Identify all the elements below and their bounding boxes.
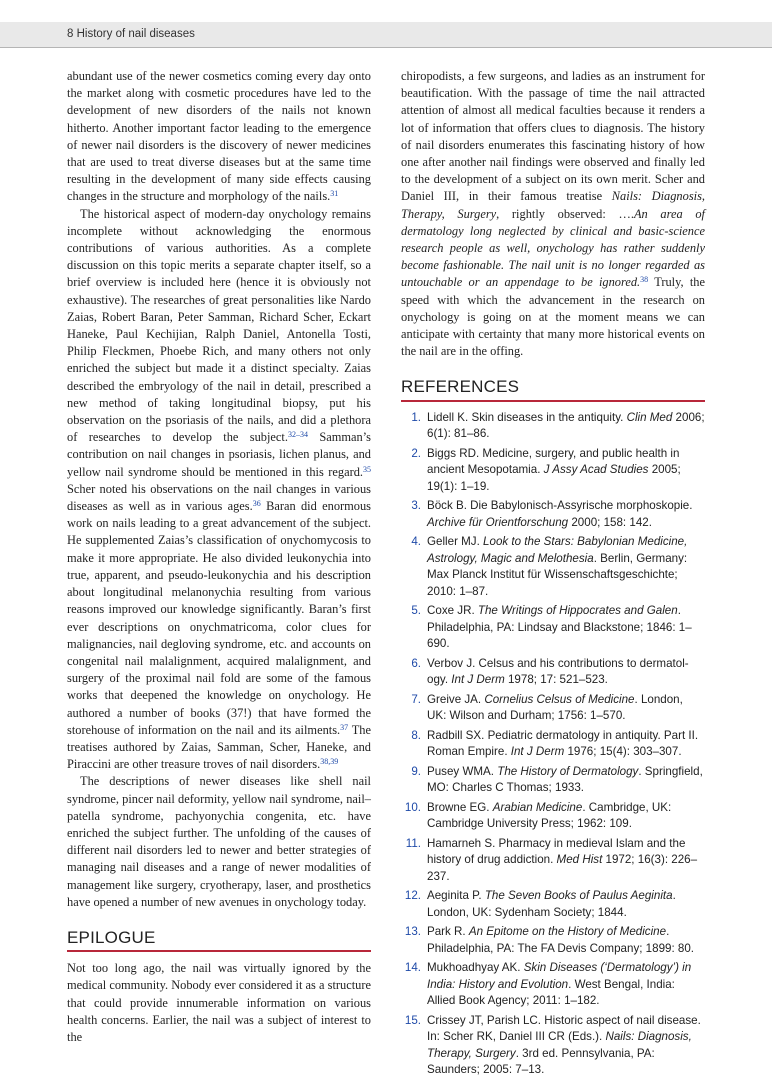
reference-number: 2. [411,446,421,460]
reference-item [401,498,705,531]
reference-text: Browne EG. [427,800,493,814]
reference-item [401,924,705,957]
reference-details: . Philadelphia, PA: Lindsay and Blackstone; 1846: 1–690. [427,604,692,651]
reference-title: J Assy Acad Studies [543,463,649,477]
epilogue-heading: EPILOGUE [67,929,371,952]
citation[interactable]: 38 [640,275,649,285]
reference-number: 6. [411,656,421,670]
running-head: 8 History of nail diseases [67,28,195,40]
reference-text: Crissey JT, Parish LC. Historic aspect of nail disease. In: Scher RK, Daniel III CR (Eds.). [427,1013,701,1044]
paragraph-newer-diseases: The descriptions of newer diseases like shell nail syndrome, pincer nail deformity, yellow nail syndrome, nail–patella syndrome, pachyonychia congenita, etc. have enriched the subject further. The unfolding of the causes of different nail disorders led to newer and better strategies of managing nail diseases and a range of newer modalities of management like surgery, cryotherapy, laser, and prosthetics have opened a number of new avenues in onychology today. [67,774,371,909]
reference-item [401,888,705,921]
reference-number: 11. [405,836,421,850]
reference-item [401,603,705,653]
citation[interactable]: 38,39 [320,757,339,767]
reference-text: Böck B. Die Babylonisch-Assyrische morphoskopie. [427,499,693,513]
reference-text: Greive JA. [427,692,485,706]
reference-text: Aeginita P. [427,889,485,903]
reference-item [401,728,705,761]
reference-details: . Cambridge, UK: Cambridge University Press; 1962: 109. [427,800,672,831]
paragraph-cosmetics: abundant use of the newer cosmetics coming every day onto the market along with cosmetic procedures have led to the development of new disorders of the nails not known hitherto. Another important factor leading to the emergence of newer nail disorders is the discovery of newer medicines that are used to treat diverse diseases but at the same time resulting in the development of many side effects causing changes in the structure and morphology of the nails.$^{31}$ [67,69,371,204]
reference-text: Mukhoadhyay AK. [427,961,524,975]
reference-item [401,764,705,797]
reference-item [401,692,705,725]
treatise-title: Nails: Diagnosis, Therapy, Surgery [401,189,706,221]
reference-item [401,534,705,600]
paragraph-epilogue: Not too long ago, the nail was virtually ignored by the medical community. Nobody ever considered it as a structure that could provide innumerable information on various health concerns. Earlier, the nail was a subject of interest to the [67,961,371,1044]
reference-number: 9. [411,764,421,778]
reference-item [401,800,705,833]
reference-item [401,836,705,886]
reference-number: 1. [411,410,421,424]
reference-title: Look to the Stars: Babylonian Medicine, Astrology, Magic and Melothesia [427,535,688,565]
reference-number: 7. [411,692,421,706]
reference-number: 10. [404,800,421,814]
reference-text: Hamarneh S. Pharmacy in medieval Islam and the history of drug addiction. [427,836,686,867]
header-divider [0,47,772,48]
citation[interactable]: 31 [330,189,339,199]
reference-number: 5. [411,604,421,618]
reference-text: Biggs RD. Medicine, surgery, and public health in ancient Mesopotamia. [427,446,680,477]
reference-title: Skin Diseases (‘Dermatology’) in India: History and Evolution [427,961,692,991]
paragraph-continuation: chiropodists, a few surgeons, and ladies as an instrument for beautification. With the passage of time the nail attracted attention of almost all medical faculties because it renders a lot of information that offers clues to diagnosis. The history of nail disorders enumerates this fascinating history of how one after another nail findings were observed and finally led to the development of a subject on its own merit. Scher and Daniel III, in their famous treatise Nails: Diagnosis, Therapy, Surgery, rightly observed: ….An area of dermatology long neglected by clinical and basic-science research people as well, onychology has rather suddenly become fashionable. The nail unit is no longer regarded as untouchable or an appendage to be ignored.$^{38}$ Truly, the speed with which the advancement in the research on onychology is going on at the moment means we can anticipate with certainty that many more historical events on the nail are in the offing. [401,69,706,359]
citation[interactable]: 32–34 [287,430,308,440]
citation[interactable]: 35 [363,464,371,474]
reference-details: . London, UK: Sydenham Society; 1844. [427,889,676,919]
reference-title: Int J Derm [451,673,505,687]
reference-text: Pusey WMA. [427,764,498,778]
reference-number: 4. [411,535,421,549]
reference-text: Verbov J. Celsus and his contributions to dermatol-ogy. [427,656,689,687]
reference-details: 1976; 15(4): 303–307. [564,745,682,759]
reference-text: Radbill SX. Pediatric dermatology in antiquity. Part II. Roman Empire. [427,728,699,759]
reference-details: 1978; 17: 521–523. [504,673,608,687]
reference-number: 13. [404,925,421,939]
reference-title: The Writings of Hippocrates and Galen [477,604,678,618]
reference-details: 1972; 16(3): 226–237. [427,853,698,883]
reference-details: . London, UK: Wilson and Durham; 1756: 1–570. [427,692,683,723]
reference-number: 12. [404,889,421,903]
reference-title: The Seven Books of Paulus Aeginita [484,889,673,903]
reference-details: . Philadelphia, PA: The FA Devis Company; 1899: 80. [427,925,695,955]
reference-title: Arabian Medicine [492,800,583,814]
reference-details: 2006; 6(1): 81–86. [427,410,705,441]
reference-details: . Springfield, MO: Charles C Thomas; 1933. [427,764,703,795]
reference-details: 2000; 158: 142. [568,515,652,529]
reference-item [401,410,705,443]
citation[interactable]: 36 [252,499,261,509]
reference-item [401,1013,705,1079]
reference-details: 2005; 19(1): 1–19. [427,463,681,493]
reference-title: Clin Med [626,410,673,424]
reference-details: . West Bengal, India: Allied Book Agency; 2011: 1–182. [427,977,675,1008]
reference-text: Geller MJ. [427,535,484,549]
references-heading: REFERENCES [401,378,705,401]
reference-item [401,656,705,689]
reference-list [401,410,705,1079]
reference-title: Cornelius Celsus of Medicine [484,692,635,706]
right-column [401,68,705,1082]
reference-text: Lidell K. Skin diseases in the antiquity. [427,410,627,424]
reference-number: 3. [411,499,421,513]
reference-item [401,960,705,1010]
left-column [67,68,371,1046]
reference-text: Coxe JR. [427,604,478,618]
reference-title: The History of Dermatology [497,764,639,778]
reference-title: Nails: Diagnosis, Therapy, Surgery [427,1030,692,1060]
reference-title: Archive für Orientforschung [427,515,569,529]
reference-number: 15. [404,1013,421,1027]
citation[interactable]: 37 [340,722,349,732]
reference-item [401,446,705,496]
reference-title: Int J Derm [510,745,565,759]
reference-number: 14. [404,961,421,975]
paragraph-authorities: The historical aspect of modern-day onychology remains incomplete without acknowledging the enormous contributions of various authorities. As a complete discussion on this topic merits a separate chapter itself, so a brief overview is included here (hence it is obviously not exhaustive). The researches of great personalities like Nardo Zaias, Robert Baran, Peter Samman, Richard Scher, Eckart Haneke, Paul Kechijian, Ralph Daniel, Antonella Tosti, Philip Fleckmen, Phoebe Rich, and many others not only enriched the subject but made it a distinct specialty. Zaias described the embryology of the nail in detail, prescribed a new method of taking longitudinal biopsy, put his observation on the psoriasis of the nails, and did a plethora of researches to develop the subject.$^{32-34}$ Samman’s contribution on nail changes in psoriasis, lichen planus, and yellow nail syndrome should be mentioned in this regard.$^{35}$ Scher noted his observations on the nail changes in various diseases as well as in various ages.$^{36}$ Baran did enormous work on nails leading to a great advancement of the subject. He supplemented Zaias’s classification of onychomycosis to make it more appropriate. He also divided leukonychia into true, apparent, and pseudo-leukonychia and his description about longitudinal melanonychia resulting from various reasons improved our knowledge significantly. Baran’s first ever descriptions on onychmatricoma, color clues for malignancies, nail degloving syndrome, etc. and accounts on congenital nail malalignment, acquired malalignment, and surgery of the proximal nail fold are some of the famous works that deepened the knowledge on onychology. He authored a number of books (37!) that have formed the storehouse of information on the nail and its ailments.$^{37}$ The treatises authored by Zaias, Samman, Scher, Haneke, and Piraccini are other treasure troves of nail disorders.$^{38,39}$ [67,206,371,772]
reference-number: 8. [411,728,421,742]
reference-details: . 3rd ed. Pennsylvania, PA: Saunders; 2005: 7–13. [427,1046,655,1077]
reference-text: Park R. [427,925,469,939]
quote: An area of dermatology long neglected by clinical and basic-science research people as well, onychology has rather suddenly become fashionable. The nail unit is no longer regarded as untouchable or an appendage to be ignored. [401,206,705,290]
reference-title: Med Hist [556,853,603,867]
reference-details: . Berlin, Germany: Max Planck Institut für Wissenschaftsgeschichte; 2010: 1–87. [427,551,688,598]
reference-title: An Epitome on the History of Medicine [468,925,667,939]
